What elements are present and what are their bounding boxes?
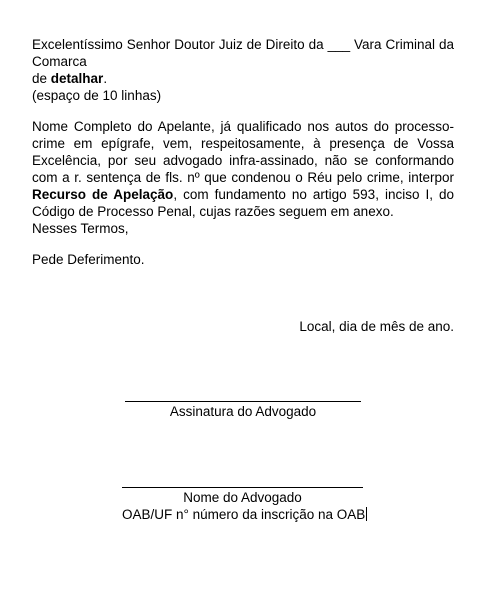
signature-label-1: Assinatura do Advogado <box>169 404 317 419</box>
text-cursor <box>366 507 367 521</box>
oab-line[interactable]: OAB/UF n° número da inscrição na OAB <box>122 507 366 522</box>
address-line-1: Excelentíssimo Senhor Doutor Juiz de Direito da ___ Vara Criminal da Comarca <box>32 37 454 69</box>
appeal-title: Recurso de Apelação <box>32 187 174 202</box>
signature-line-2 <box>122 487 363 488</box>
closing-nesses-termos: Nesses Termos, <box>32 221 129 236</box>
place-date: Local, dia de mês de ano. <box>299 319 454 334</box>
closing-pede-deferimento: Pede Deferimento. <box>32 252 145 267</box>
address-paragraph <box>32 36 454 87</box>
body-paragraph: Nome Completo do Apelante, já qualificado nos autos do processo-crime em epígrafe, vem, respeitosamente, à presença de Vossa Excelência, por seu advogado infra-assinado, não se conformando com a r. sentença de fls. nº que condenou o Réu pelo crime, interpor Recurso de Apelação, com fundamento no artigo 593, inciso I, do Código de Processo Penal, cujas razões seguem em anexo. <box>32 119 454 219</box>
comarca-placeholder: detalhar <box>50 71 104 86</box>
spacing-note: (espaço de 10 linhas) <box>32 88 162 103</box>
signature-line-1 <box>125 401 361 402</box>
address-line-2: de detalhar. <box>32 71 108 86</box>
lawyer-name: Nome do Advogado <box>183 490 302 505</box>
